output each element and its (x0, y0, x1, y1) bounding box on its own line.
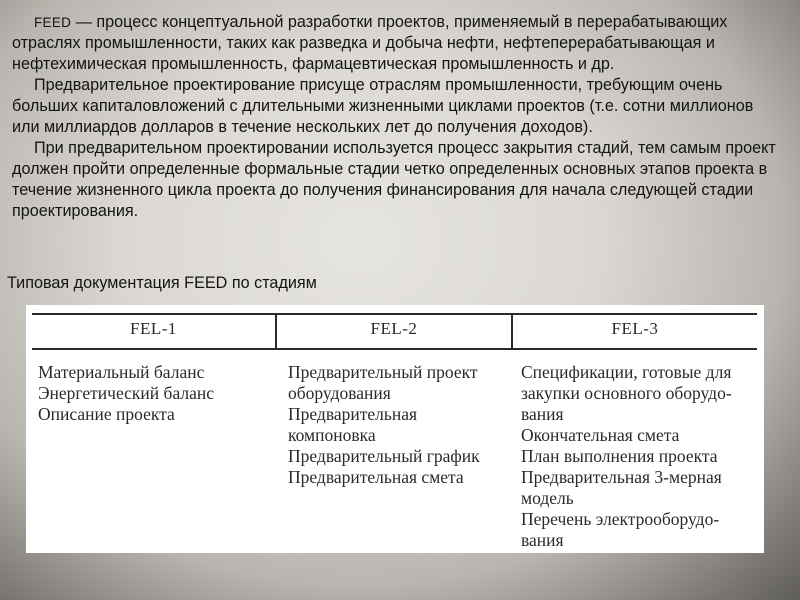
table-header-rule (32, 348, 757, 350)
table-cell: компоновка (288, 425, 376, 445)
table-cell: Предварительный график (288, 446, 480, 466)
table-caption: Типовая документация FEED по стадиям (7, 274, 317, 292)
table-cell: Предварительная смета (288, 467, 464, 487)
paragraph-text: — процесс концептуальной разработки проектов, применяемый в перерабатывающих отраслях промышленности, таких как разведка и добыча нефти, нефтеперерабатывающая и нефтехимическая промышленность, фармацевтическая промышленность и др. (12, 13, 728, 73)
column-fel-2 (288, 362, 480, 488)
table-cell: Предварительный проект (288, 362, 478, 382)
table-cell: План выполнения проекта (521, 446, 718, 466)
table-cell: Описание проекта (38, 404, 175, 424)
table-cell: закупки основного оборудо- (521, 383, 732, 403)
table-cell: Перечень электрооборудо- (521, 509, 720, 529)
body-text (12, 12, 782, 222)
header-fel-1: FEL-1 (130, 319, 177, 338)
feed-term: FEED (34, 15, 72, 30)
table-cell: Спецификации, готовые для (521, 362, 732, 382)
table-cell: вания (521, 530, 564, 550)
table-cell: Материальный баланс (38, 362, 205, 382)
paragraph-feed-definition (12, 12, 782, 75)
paragraph-industries: Предварительное проектирование присуще отраслям промышленности, требующим очень больших капиталовложений с длительными жизненными циклами проектов (т.е. сотни миллионов или миллиардов долларов в течение нескольких лет до получения доходов). (12, 76, 754, 136)
paragraph-stage-gate: При предварительном проектировании используется процесс закрытия стадий, тем самым проект должен пройти определенные формальные стадии четко определенных основных этапов проекта в течение жизненного цикла проекта до получения финансирования для начала следующей стадии проектирования. (12, 139, 776, 220)
table-cell: Окончательная смета (521, 425, 680, 445)
table-cell: Предварительная 3-мерная (521, 467, 722, 487)
table-cell: модель (521, 488, 574, 508)
table-cell: вания (521, 404, 564, 424)
column-fel-3 (521, 362, 732, 551)
table-cell: Энергетический баланс (38, 383, 214, 403)
column-fel-1 (38, 362, 214, 425)
fel-stages-table (26, 305, 764, 553)
table-cell: оборудования (288, 383, 391, 403)
header-fel-3: FEL-3 (611, 319, 659, 338)
table-top-rule (32, 313, 757, 315)
header-fel-2: FEL-2 (370, 319, 418, 338)
table-cell: Предварительная (288, 404, 418, 424)
